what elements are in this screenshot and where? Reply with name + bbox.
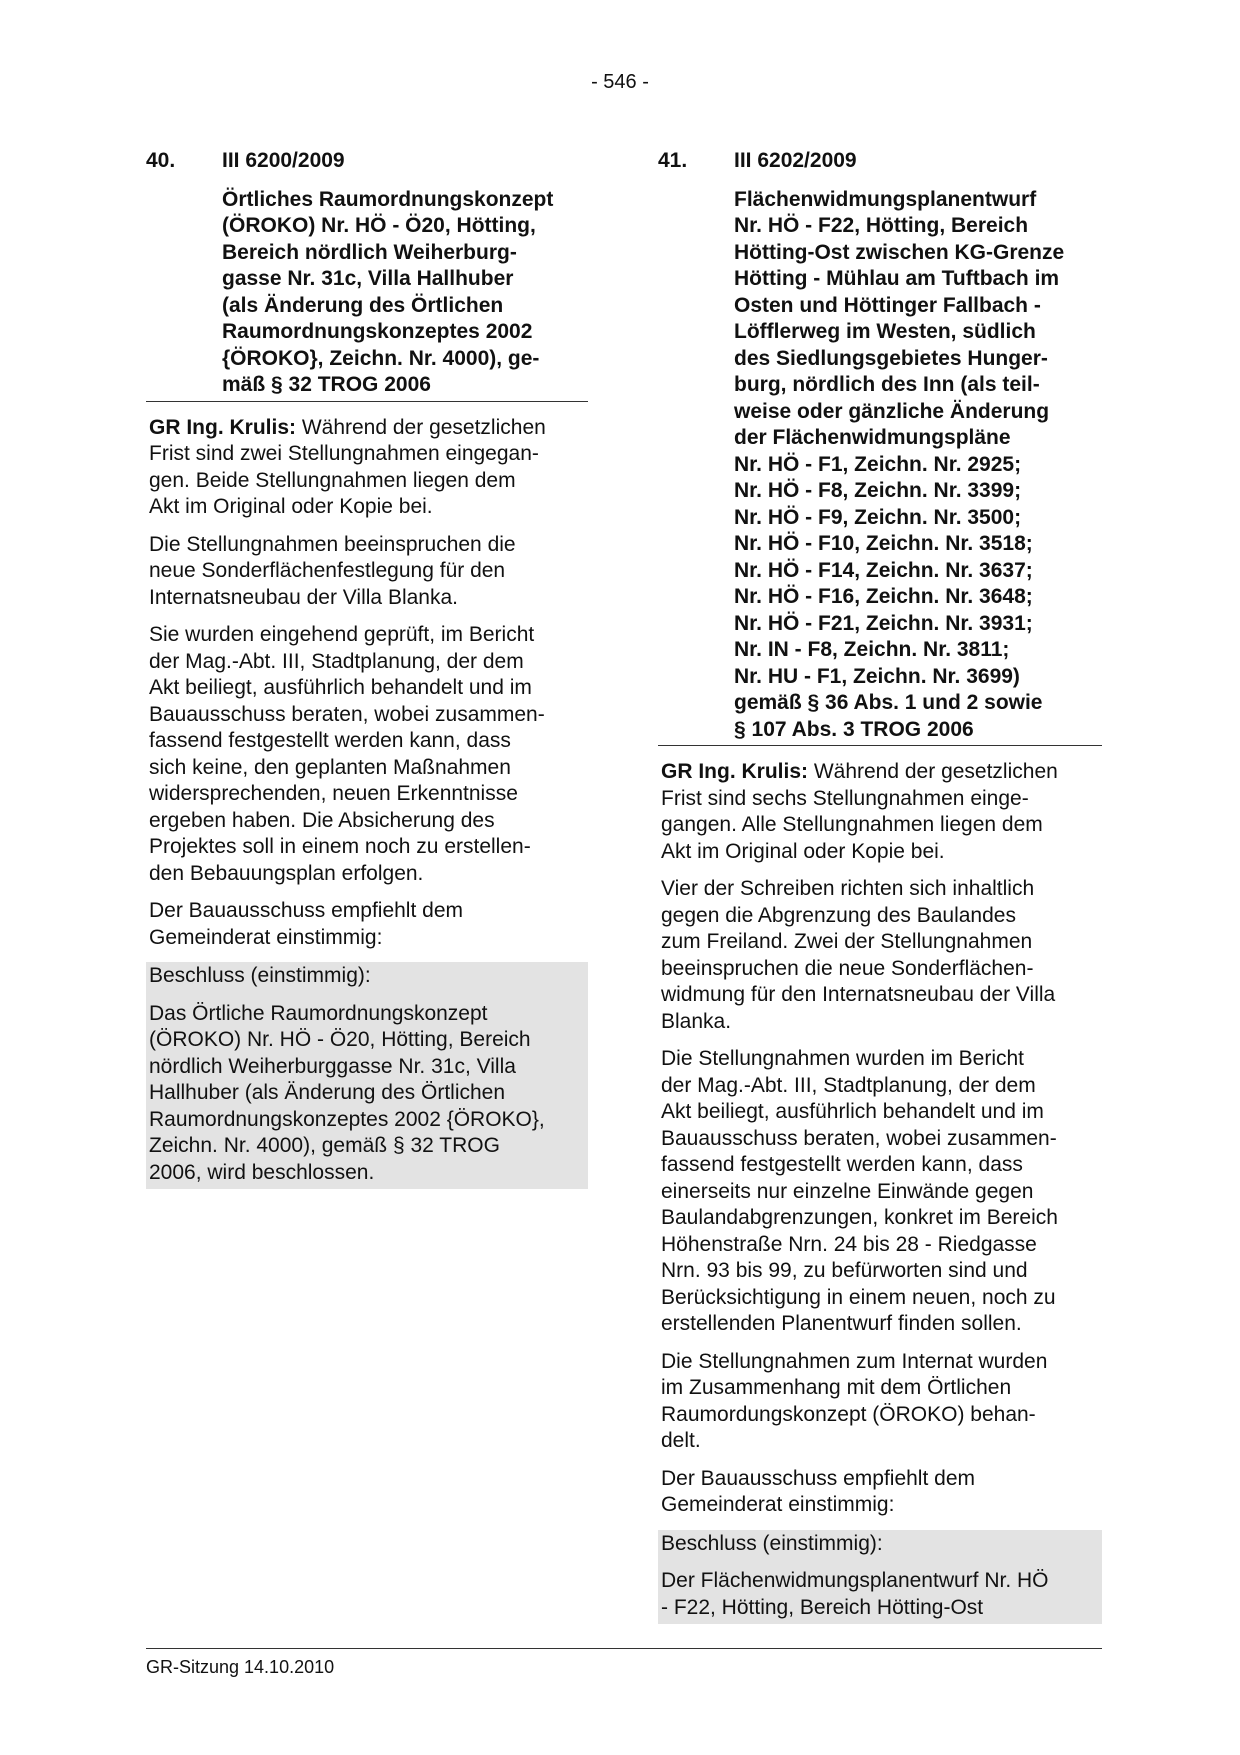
paragraph: Die Stellungnahmen beeinspruchen die neue Sonderflächenfestlegung für den Internatsneubau der Villa Blanka. bbox=[149, 532, 516, 609]
item-reference: III 6202/2009 bbox=[734, 149, 857, 172]
item-title: Flächenwidmungsplanentwurf Nr. HÖ - F22, Hötting, Bereich Hötting-Ost zwischen KG-Grenze Hötting - Mühlau am Tuftbach im Osten und Höttinger Fallbach - Löfflerweg im Westen, südlich des Siedlungsgebietes Hunger- burg, nördlich des Inn (als teil- weise oder gänzliche Änderung der Flächenwidmungspläne Nr. HÖ - F1, Zeichn. Nr. 2925; Nr. HÖ - F8, Zeichn. Nr. 3399; Nr. HÖ - F9, Zeichn. Nr. 3500; Nr. HÖ - F10, Zeichn. Nr. 3518; Nr. HÖ - F14, Zeichn. Nr. 3637; Nr. HÖ - F16, Zeichn. Nr. 3648; Nr. HÖ - F21, Zeichn. Nr. 3931; Nr. IN - F8, Zeichn. Nr. 3811; Nr. HU - F1, Zeichn. Nr. 3699) gemäß § 36 Abs. 1 und 2 sowie § 107 Abs. 3 TROG 2006 bbox=[734, 187, 1065, 741]
resolution-title: Beschluss (einstimmig): bbox=[661, 1531, 883, 1555]
resolution-text: Der Flächenwidmungsplanentwurf Nr. HÖ - F22, Hötting, Bereich Hötting-Ost bbox=[661, 1569, 1049, 1619]
heading-divider bbox=[658, 745, 1102, 746]
agenda-item-40 bbox=[146, 148, 588, 1189]
resolution-box bbox=[146, 962, 588, 1189]
item-number: 41. bbox=[658, 149, 688, 172]
speaker-paragraph bbox=[658, 759, 1102, 865]
page-number: - 546 - bbox=[591, 71, 649, 93]
item-title: Örtliches Raumordnungskonzept (ÖROKO) Nr. HÖ - Ö20, Hötting, Bereich nördlich Weiherburg- gasse Nr. 31c, Villa Hallhuber (als Änderung des Örtlichen Raumordnungskonzeptes 2002 {ÖROKO}, Zeichn. Nr. 4000), ge- mäß § 32 TROG 2006 bbox=[222, 187, 554, 396]
page-footer: GR-Sitzung 14.10.2010 bbox=[146, 1648, 1102, 1678]
paragraph: Der Bauausschuss empfiehlt dem Gemeinderat einstimmig: bbox=[149, 899, 463, 949]
resolution-box bbox=[658, 1530, 1102, 1625]
item-reference: III 6200/2009 bbox=[222, 149, 345, 172]
paragraph: Die Stellungnahmen wurden im Bericht der Mag.-Abt. III, Stadtplanung, der dem Akt beiliegt, ausführlich behandelt und im Bauausschuss beraten, wobei zusammen- fassend festgestellt werden kann, dass einerseits nur einzelne Einwände gegen Baulandabgrenzungen, konkret im Bereich Höhenstraße Nrn. 24 bis 28 - Riedgasse Nrn. 93 bis 99, zu befürworten sind und Berücksichtigung in einem neuen, noch zu erstellenden Planentwurf finden sollen. bbox=[661, 1047, 1058, 1335]
agenda-item-41 bbox=[658, 148, 1102, 1624]
heading-divider bbox=[146, 401, 588, 402]
paragraph: Vier der Schreiben richten sich inhaltlich gegen die Abgrenzung des Baulandes zum Freiland. Zwei der Stellungnahmen beeinspruchen die neue Sonderflächen- widmung für den Internatsneubau der Villa Blanka. bbox=[661, 877, 1056, 1033]
resolution-text: Das Örtliche Raumordnungskonzept (ÖROKO) Nr. HÖ - Ö20, Hötting, Bereich nördlich Weiherburggasse Nr. 31c, Villa Hallhuber (als Änderung des Örtlichen Raumordnungskonzeptes 2002 {ÖROKO}, Zeichn. Nr. 4000), gemäß § 32 TROG 2006, wird beschlossen. bbox=[149, 1001, 545, 1184]
paragraph: Sie wurden eingehend geprüft, im Bericht der Mag.-Abt. III, Stadtplanung, der dem Akt beiliegt, ausführlich behandelt und im Bauausschuss beraten, wobei zusammen- fassend festgestellt werden kann, dass sich keine, den geplanten Maßnahmen widersprechenden, neuen Erkenntnisse ergeben haben. Die Absicherung des Projektes soll in einem noch zu erstellen- den Bebauungsplan erfolgen. bbox=[149, 623, 545, 885]
speaker-text: Während der gesetzlichen Frist sind sechs Stellungnahmen einge- gangen. Alle Stellungnahmen liegen dem Akt im Original oder Kopie bei. bbox=[661, 760, 1058, 863]
speaker-name: GR Ing. Krulis: bbox=[661, 760, 808, 783]
speaker-text: Während der gesetzlichen Frist sind zwei Stellungnahmen eingegan- gen. Beide Stellungnahmen liegen dem Akt im Original oder Kopie bei. bbox=[149, 415, 546, 518]
speaker-paragraph bbox=[146, 415, 588, 521]
item-heading bbox=[146, 148, 588, 175]
item-heading bbox=[658, 148, 1102, 175]
paragraph: Die Stellungnahmen zum Internat wurden im Zusammenhang mit dem Örtlichen Raumordungskonzept (ÖROKO) behan- delt. bbox=[661, 1349, 1048, 1452]
paragraph: Der Bauausschuss empfiehlt dem Gemeinderat einstimmig: bbox=[661, 1466, 975, 1516]
item-number: 40. bbox=[146, 149, 176, 172]
resolution-title: Beschluss (einstimmig): bbox=[149, 964, 371, 987]
speaker-name: GR Ing. Krulis: bbox=[149, 415, 296, 439]
